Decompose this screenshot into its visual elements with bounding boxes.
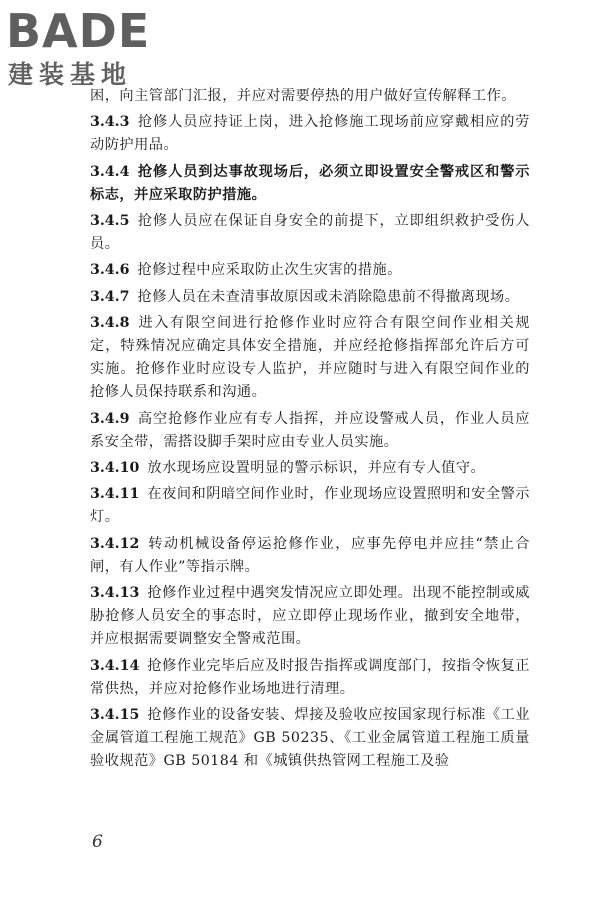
bade-logo bbox=[6, 6, 176, 96]
clause-text: 抢修过程中应采取防止次生灾害的措施。 bbox=[137, 262, 402, 279]
clause-number: 3.4.12 bbox=[90, 535, 140, 552]
clause-number: 3.4.15 bbox=[90, 707, 140, 724]
document-body bbox=[90, 85, 530, 777]
clause-number: 3.4.10 bbox=[90, 460, 140, 477]
clause-paragraph bbox=[90, 408, 530, 454]
clause-paragraph bbox=[90, 704, 530, 774]
clause-number: 3.4.11 bbox=[90, 486, 140, 503]
clause-number: 3.4.5 bbox=[90, 213, 130, 230]
logo-subtitle: 建装基地 bbox=[8, 60, 133, 89]
clause-text: 高空抢修作业应有专人指挥，并应设警戒人员，作业人员应系安全带，需搭设脚手架时应由专业人员实施。 bbox=[90, 410, 530, 450]
clause-paragraph bbox=[90, 210, 530, 256]
clause-paragraph bbox=[90, 533, 530, 579]
page-number: 6 bbox=[92, 832, 103, 852]
clause-paragraph bbox=[90, 161, 530, 207]
clause-paragraph bbox=[90, 582, 530, 652]
clause-text: 困，向主管部门汇报，并应对需要停热的用户做好宣传解释工作。 bbox=[90, 88, 516, 104]
clause-text: 抢修人员在未查清事故原因或未消除隐患前不得撤离现场。 bbox=[137, 288, 520, 305]
clause-paragraph bbox=[90, 259, 530, 282]
clause-paragraph bbox=[90, 483, 530, 529]
clause-number: 3.4.3 bbox=[90, 114, 130, 131]
clause-number: 3.4.13 bbox=[90, 585, 140, 602]
clause-text: 转动机械设备停运抢修作业，应事先停电并应挂“禁止合闸，有人作业”等指示牌。 bbox=[90, 535, 530, 575]
clause-text: 抢修人员到达事故现场后，必须立即设置安全警戒区和警示标志，并应采取防护措施。 bbox=[90, 163, 530, 203]
clause-number: 3.4.9 bbox=[90, 410, 130, 427]
clause-text: 抢修作业过程中遇突发情况应立即处理。出现不能控制或威胁抢修人员安全的事态时，应立即停止现场作业，撤到安全地带，并应根据需要调整安全警戒范围。 bbox=[90, 585, 530, 648]
clause-number: 3.4.7 bbox=[90, 288, 130, 305]
clause-paragraph bbox=[90, 457, 530, 480]
clause-paragraph bbox=[90, 312, 530, 405]
clause-paragraph bbox=[90, 655, 530, 701]
clause-text: 抢修作业完毕后应及时报告指挥或调度部门，按指令恢复正常供热，并应对抢修作业场地进行清理。 bbox=[90, 657, 530, 697]
logo-wordmark: BADE bbox=[6, 4, 151, 58]
clause-number: 3.4.8 bbox=[90, 314, 130, 331]
clause-paragraph bbox=[90, 85, 530, 108]
clause-text: 抢修人员应持证上岗，进入抢修施工现场前应穿戴相应的劳动防护用品。 bbox=[90, 114, 530, 154]
clause-text: 抢修人员应在保证自身安全的前提下，立即组织救护受伤人员。 bbox=[90, 213, 530, 253]
clause-paragraph bbox=[90, 286, 530, 309]
clause-number: 3.4.14 bbox=[90, 657, 140, 674]
clause-number: 3.4.6 bbox=[90, 262, 130, 279]
clause-text: 抢修作业的设备安装、焊接及验收应按国家现行标准《工业金属管道工程施工规范》GB 50235、《工业金属管道工程施工质量验收规范》GB 50184 和《城镇供热管网工程施工及验 bbox=[90, 707, 530, 770]
clause-paragraph bbox=[90, 111, 530, 157]
clause-number: 3.4.4 bbox=[90, 163, 130, 180]
clause-text: 进入有限空间进行抢修作业时应符合有限空间作业相关规定，特殊情况应确定具体安全措施，并应经抢修指挥部允许后方可实施。抢修作业时应设专人监护，并应随时与进入有限空间作业的抢修人员保持联系和沟通。 bbox=[90, 314, 530, 401]
clause-text: 在夜间和阴暗空间作业时，作业现场应设置照明和安全警示灯。 bbox=[90, 486, 530, 526]
clause-text: 放水现场应设置明显的警示标识，并应有专人值守。 bbox=[147, 460, 486, 477]
